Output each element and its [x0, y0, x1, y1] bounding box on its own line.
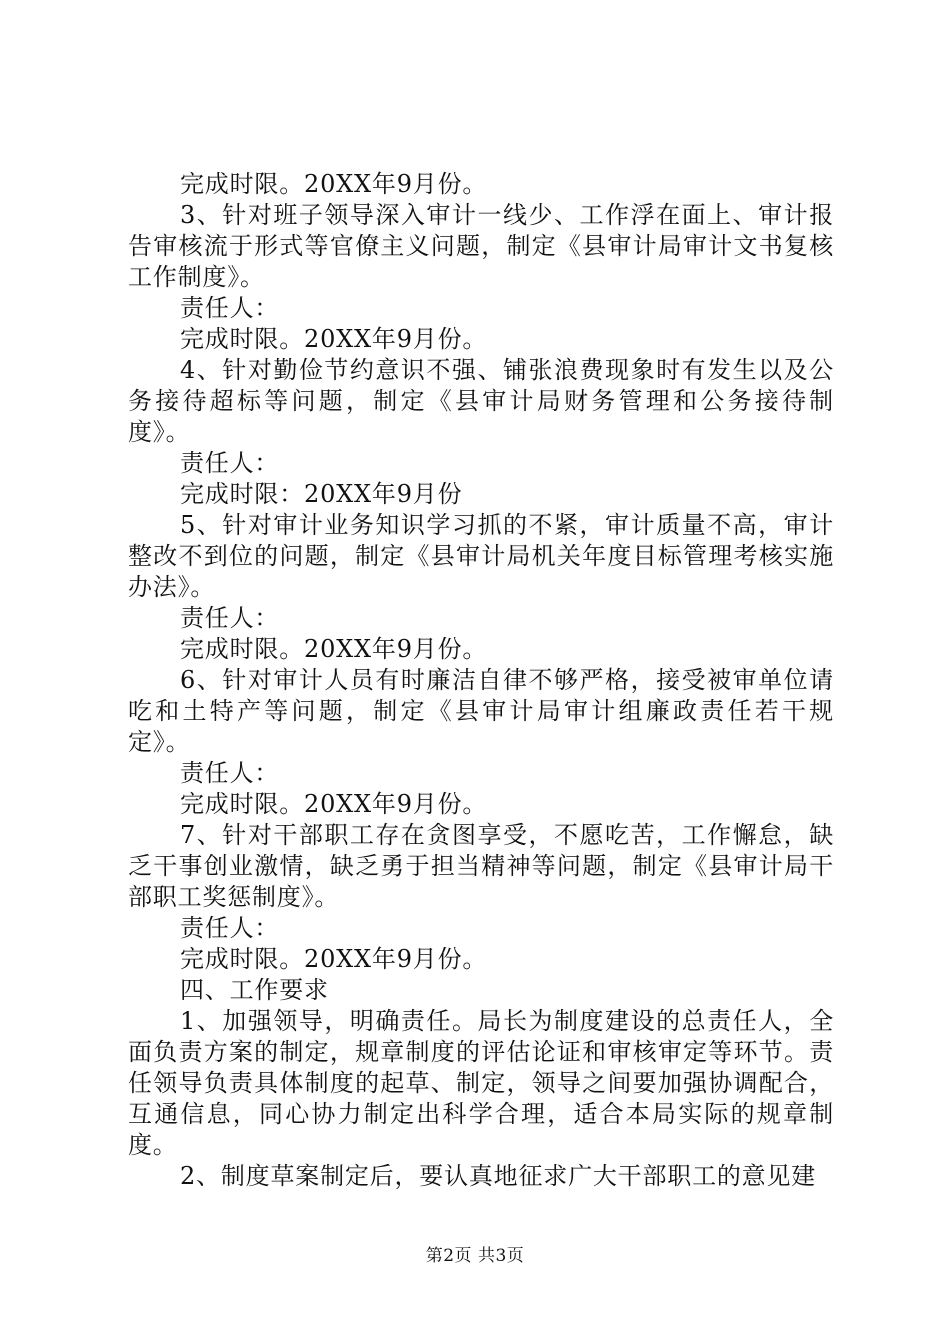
- paragraph-item-5: 5、针对审计业务知识学习抓的不紧，审计质量不高，审计整改不到位的问题，制定《县审计局机关年度目标管理考核实施办法》。: [128, 511, 834, 601]
- page-number-footer: 第2页 共3页: [425, 1246, 525, 1266]
- paragraph-deadline-7: 完成时限。20XX年9月份。: [180, 945, 488, 973]
- paragraph-item-4: 4、针对勤俭节约意识不强、铺张浪费现象时有发生以及公务接待超标等问题，制定《县审计局财务管理和公务接待制度》。: [128, 356, 834, 446]
- paragraph-responsible-6: 责任人：: [180, 759, 280, 787]
- paragraph-deadline-2: 完成时限。20XX年9月份。: [180, 170, 488, 198]
- paragraph-deadline-5: 完成时限。20XX年9月份。: [180, 635, 488, 663]
- document-body: [128, 169, 834, 1192]
- paragraph-requirement-1: 1、加强领导，明确责任。局长为制度建设的总责任人，全面负责方案的制定，规章制度的评估论证和审核审定等环节。责任领导负责具体制度的起草、制定，领导之间要加强协调配合，互通信息，同心协力制定出科学合理，适合本局实际的规章制度。: [128, 1007, 834, 1159]
- paragraph-responsible-3: 责任人：: [180, 294, 280, 322]
- paragraph-deadline-3: 完成时限。20XX年9月份。: [180, 325, 488, 353]
- paragraph-responsible-4: 责任人：: [180, 449, 280, 477]
- paragraph-deadline-6: 完成时限。20XX年9月份。: [180, 790, 488, 818]
- section-heading-work-requirements: 四、工作要求: [180, 976, 329, 1004]
- paragraph-responsible-5: 责任人：: [180, 604, 280, 632]
- paragraph-item-6: 6、针对审计人员有时廉洁自律不够严格，接受被审单位请吃和土特产等问题，制定《县审计局审计组廉政责任若干规定》。: [128, 666, 834, 756]
- paragraph-item-7: 7、针对干部职工存在贪图享受，不愿吃苦，工作懈怠，缺乏干事创业激情，缺乏勇于担当精神等问题，制定《县审计局干部职工奖惩制度》。: [128, 821, 834, 911]
- paragraph-responsible-7: 责任人：: [180, 914, 280, 942]
- paragraph-requirement-2: 2、制度草案制定后，要认真地征求广大干部职工的意见建: [180, 1162, 817, 1190]
- paragraph-item-3: 3、针对班子领导深入审计一线少、工作浮在面上、审计报告审核流于形式等官僚主义问题，制定《县审计局审计文书复核工作制度》。: [128, 201, 834, 291]
- paragraph-deadline-4: 完成时限：20XX年9月份: [180, 480, 463, 508]
